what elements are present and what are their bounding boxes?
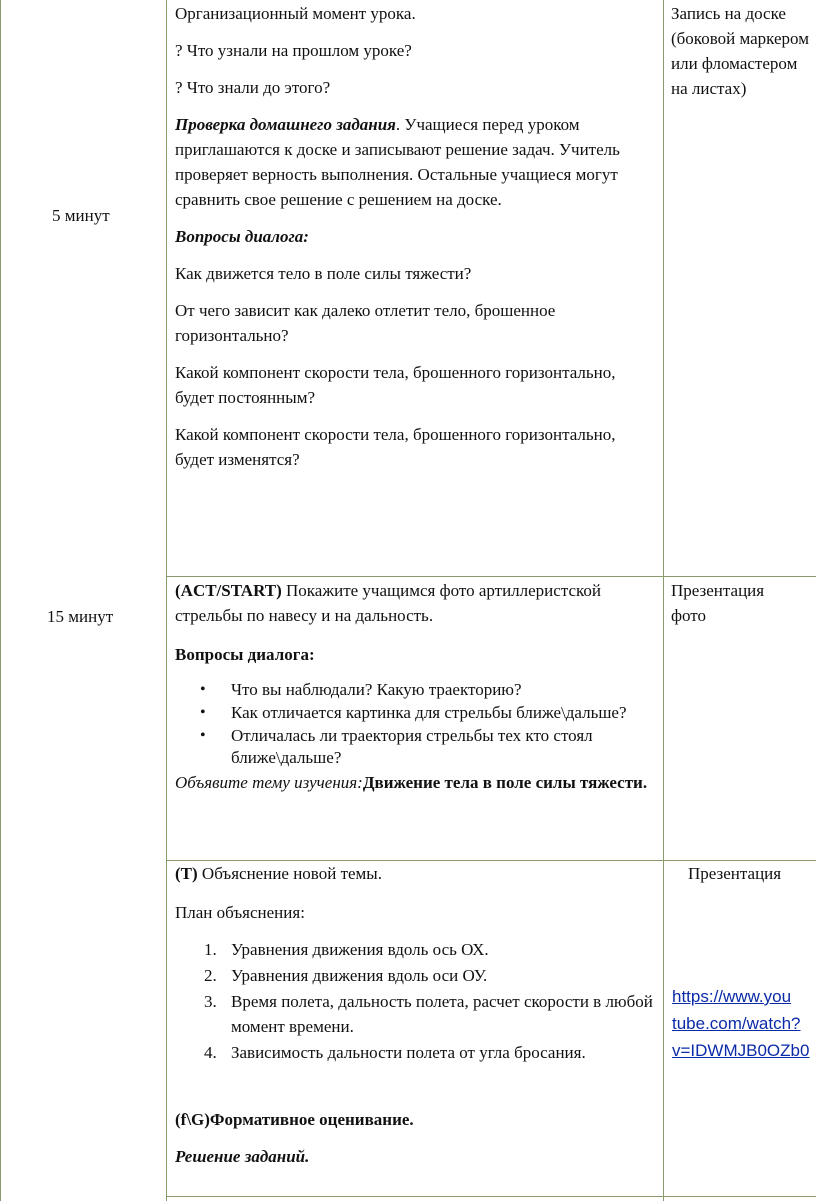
table-border-col1	[166, 0, 167, 1201]
dialog-title: Вопросы диалога:	[175, 645, 315, 664]
list-text: Время полета, дальность полета, расчет скорости в любой момент времени.	[231, 992, 653, 1036]
list-number: 4.	[204, 1043, 217, 1062]
row2-time: 15 минут	[47, 607, 114, 626]
row2-content	[175, 578, 657, 795]
dialog-question: Какой компонент скорости тела, брошенного горизонтально, будет постоянным?	[175, 363, 616, 407]
row3-content	[175, 861, 657, 1169]
row3-resources: Презентация	[688, 864, 782, 883]
video-link-line[interactable]: tube.com/watch?	[672, 1014, 801, 1033]
dialog-question: От чего зависит как далеко отлетит тело, брошенное горизонтально?	[175, 301, 556, 345]
question-before: ? Что знали до этого?	[175, 78, 331, 97]
list-item: • Отличалась ли траектория стрельбы тех кто стоял ближе\дальше?	[175, 725, 657, 769]
question-last-lesson: ? Что узнали на прошлом уроке?	[175, 41, 412, 60]
act-start-text: Покажите учащимся фото артиллеристской стрельбы по навесу и на дальность.	[175, 581, 602, 625]
list-item	[175, 989, 657, 1039]
dialog-question: Как движется тело в поле силы тяжести?	[175, 264, 472, 283]
list-text: Уравнения движения вдоль ось ОХ.	[231, 940, 489, 959]
act-start-tag-close: )	[276, 581, 282, 600]
row1-time: 5 минут	[52, 206, 110, 225]
act-start-intro	[175, 578, 657, 628]
table-border-col2	[663, 0, 664, 1201]
homework-check	[175, 112, 657, 212]
list-number: 2.	[204, 966, 217, 985]
video-link-line[interactable]: https://www.you	[672, 987, 792, 1006]
list-item	[175, 963, 657, 988]
table-border-left	[0, 0, 1, 1201]
dialog-bullet-list	[175, 679, 657, 769]
solve-tasks: Решение заданий.	[175, 1147, 310, 1166]
homework-text: . Учащиеся перед уроком приглашаются к доске и записывают решение задач. Учитель проверяет верность выполнения. Остальные учащиеся могут сравнить свое решение с решением на доске.	[175, 115, 620, 209]
org-moment: Организационный момент урока.	[175, 4, 416, 23]
video-link[interactable]	[672, 983, 816, 1064]
new-topic-intro	[175, 861, 657, 886]
list-text: Уравнения движения вдоль оси ОУ.	[231, 966, 488, 985]
row2-resources: Презентация фото	[671, 581, 765, 625]
topic-label: Объявите тему изучения:	[175, 773, 363, 792]
new-topic-text: Объяснение новой темы.	[197, 864, 382, 883]
topic-title: Движение тела в поле силы тяжести.	[362, 773, 648, 792]
list-number: 3.	[204, 992, 217, 1011]
row1-resources: Запись на доске (боковой маркером или фломастером на листах)	[671, 4, 809, 98]
list-text: Зависимость дальности полета от угла бросания.	[231, 1043, 586, 1062]
dialog-title: Вопросы диалога:	[175, 227, 309, 246]
list-number: 1.	[204, 940, 217, 959]
t-tag: (Т	[175, 864, 192, 883]
formative-assessment: (f\G)Формативное оценивание.	[175, 1110, 414, 1129]
t-tag-close: )	[192, 864, 198, 883]
list-item: • Как отличается картинка для стрельбы ближе\дальше?	[175, 702, 657, 724]
list-item	[175, 937, 657, 962]
plan-list	[175, 937, 657, 1065]
homework-title: Проверка домашнего задания	[175, 115, 396, 134]
table-row-divider	[166, 576, 816, 577]
table-border-bottom	[166, 1196, 816, 1197]
list-item: • Что вы наблюдали? Какую траекторию?	[175, 679, 657, 701]
topic-announcement	[175, 770, 657, 795]
list-item	[175, 1040, 657, 1065]
row1-content	[175, 1, 657, 472]
dialog-question: Какой компонент скорости тела, брошенного горизонтально, будет изменятся?	[175, 425, 616, 469]
act-start-tag: (ACT/START	[175, 581, 277, 600]
plan-title: План объяснения:	[175, 903, 305, 922]
video-link-line[interactable]: v=IDWMJB0OZb0	[672, 1041, 810, 1060]
